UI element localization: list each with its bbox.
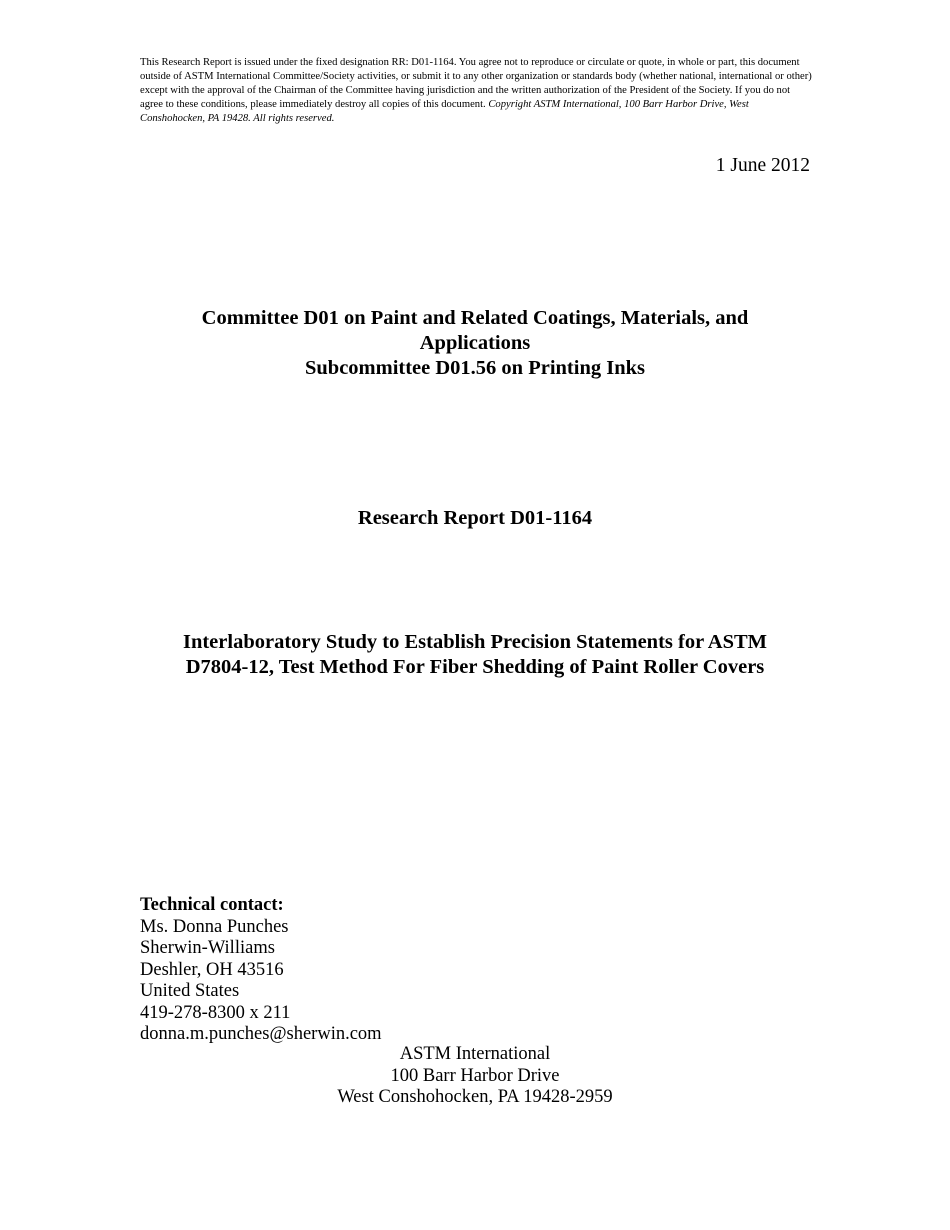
- usage-notice-text: This Research Report is issued under the fixed designation RR: D01-1164. You agree not to reproduce or circulate or quote, in whole or part, this document outside of ASTM International Committee/Society activities, or submit it to any other organization or standards body (whether national, international or other) except with the approval of the Chairman of the Committee having jurisdiction and the written authorization of the President of the Society. If you do not agree to these conditions, please immediately destroy all copies of this document.: [140, 57, 812, 110]
- study-title-line2: D7804-12, Test Method For Fiber Shedding of Paint Roller Covers: [185, 656, 765, 678]
- address-street: 100 Barr Harbor Drive: [390, 1065, 560, 1086]
- astm-address: [140, 1044, 810, 1109]
- report-title: Research Report D01-1164: [357, 507, 593, 529]
- contact-name: Ms. Donna Punches: [140, 916, 289, 937]
- contact-heading: Technical contact:: [140, 895, 284, 915]
- contact-phone: 419-278-8300 x 211: [140, 1002, 291, 1023]
- usage-notice: [140, 56, 812, 126]
- address-org: ASTM International: [399, 1044, 551, 1064]
- subcommittee-title: Subcommittee D01.56 on Printing Inks: [305, 357, 645, 379]
- committee-title-line2: Applications: [419, 332, 531, 354]
- technical-contact: [140, 895, 382, 1046]
- committee-heading: [140, 306, 810, 381]
- study-title: [140, 630, 810, 680]
- address-city: West Conshohocken, PA 19428-2959: [337, 1087, 613, 1107]
- study-title-line1: Interlaboratory Study to Establish Precision Statements for ASTM: [182, 631, 768, 653]
- contact-city: Deshler, OH 43516: [140, 959, 284, 980]
- committee-title-line1: Committee D01 on Paint and Related Coatings, Materials, and: [201, 307, 749, 329]
- contact-country: United States: [140, 981, 240, 1001]
- contact-email: donna.m.punches@sherwin.com: [140, 1024, 382, 1044]
- contact-company: Sherwin-Williams: [140, 938, 275, 958]
- report-date: 1 June 2012: [715, 155, 810, 176]
- copyright-text: Copyright ASTM International, 100 Barr Harbor Drive, West Conshohocken, PA 19428. All rights reserved.: [140, 99, 749, 124]
